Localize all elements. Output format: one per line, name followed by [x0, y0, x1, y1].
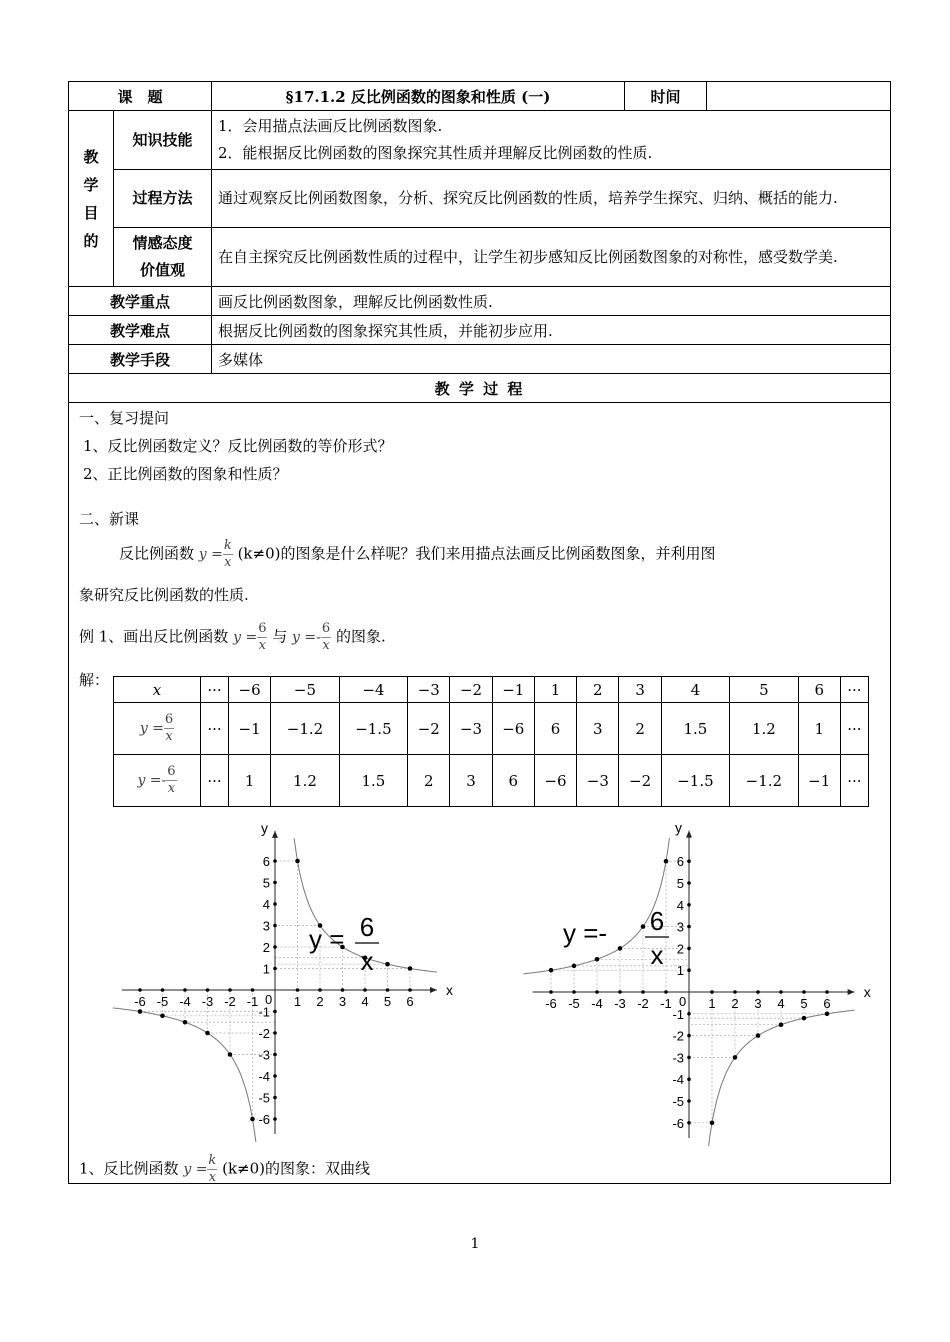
- table-cell-y-positive: 3: [577, 703, 619, 755]
- y-tick-label: -4: [672, 1072, 684, 1088]
- x-tick-label: 2: [316, 994, 324, 1009]
- x-tick-dot: [138, 988, 142, 992]
- data-point: [549, 968, 554, 973]
- teaching-process: [69, 403, 891, 1184]
- x-tick-label: 3: [338, 994, 347, 1009]
- y-tick-label: -6: [258, 1112, 270, 1127]
- table-cell-y-positive: −2: [408, 703, 450, 755]
- y-axis-label: y: [261, 819, 268, 836]
- review-question-2: 2、正比例函数的图象和性质？: [83, 465, 288, 483]
- new-lesson-title: 二、新课: [79, 510, 140, 528]
- function-label-y: y =: [309, 924, 345, 954]
- process-text: 通过观察反比例函数图象，分析、探究反比例函数的性质，培养学生探究、归纳、概括的能力.: [212, 170, 891, 228]
- difficulty-text: 根据反比例函数的图象探究其性质，并能初步应用.: [212, 316, 891, 345]
- table-cell-y-positive: −3: [450, 703, 492, 755]
- data-point: [250, 1117, 255, 1122]
- y-tick-label: -2: [258, 1026, 270, 1041]
- curve-branch-left: [113, 1008, 256, 1142]
- y-tick-label: -5: [258, 1090, 270, 1106]
- data-point: [228, 1052, 233, 1057]
- y-tick-dot: [687, 968, 691, 972]
- process-title: 教 学 过 程: [69, 374, 891, 403]
- key-point-label: 教学重点: [69, 287, 212, 316]
- y-tick-dot: [687, 859, 691, 863]
- y-tick-dot: [273, 1053, 277, 1057]
- table-cell-y-negative: 2: [408, 755, 450, 807]
- x-axis-label: x: [446, 982, 453, 998]
- x-tick-label: -4: [179, 994, 191, 1009]
- conclusion-1: 1、反比例函数 y = $\frac{k}{x}$ (k≠0)的图象：双曲线: [79, 1153, 371, 1185]
- x-tick-label: -5: [568, 996, 580, 1011]
- table-cell-y-negative: 6: [492, 755, 534, 807]
- table-cell-x: −1: [492, 677, 534, 703]
- value-table: [113, 676, 869, 807]
- x-tick-label: -3: [201, 994, 214, 1009]
- y-tick-label: 2: [262, 940, 270, 955]
- means-text: 多媒体: [212, 345, 891, 374]
- solution-label: 解：: [79, 671, 110, 689]
- knowledge-text: 1．会用描点法画反比例函数图象. 2．能根据反比例函数的图象探究其性质并理解反比例函数的性质.: [212, 111, 891, 170]
- x-tick-label: 5: [800, 996, 808, 1011]
- review-question-1: 1、反比例函数定义？反比例函数的等价形式？: [83, 437, 393, 455]
- y-tick-label: 1: [676, 963, 684, 979]
- function-label-denominator: x: [360, 946, 374, 976]
- x-tick-dot: [733, 990, 737, 994]
- table-ellipsis: ···: [201, 703, 229, 755]
- table-cell-x: −2: [450, 677, 492, 703]
- data-point: [641, 924, 646, 929]
- table-cell-y-positive: −6: [492, 703, 534, 755]
- table-cell-x: −5: [271, 677, 339, 703]
- table-cell-y-positive: −1.5: [339, 703, 407, 755]
- means-label: 教学手段: [69, 345, 212, 374]
- table-cell-y-positive: 6: [534, 703, 576, 755]
- curve-branch-left: [523, 838, 669, 974]
- y-tick-dot: [273, 1031, 277, 1035]
- key-point-text: 画反比例函数图象，理解反比例函数性质.: [212, 287, 891, 316]
- table-ellipsis: ···: [840, 677, 868, 703]
- x-tick-dot: [572, 990, 576, 994]
- curve-branch-right: [709, 1010, 855, 1146]
- y-tick-dot: [273, 1117, 277, 1121]
- table-ellipsis: ···: [201, 755, 229, 807]
- intro-line-2: 象研究反比例函数的性质.: [79, 586, 249, 604]
- data-point: [595, 957, 600, 962]
- table-cell-y-negative: −1: [798, 755, 840, 807]
- emotion-label: 情感态度 价值观: [114, 228, 212, 287]
- table-cell-y-positive: 1: [798, 703, 840, 755]
- x-tick-dot: [549, 990, 553, 994]
- x-tick-label: 1: [708, 996, 716, 1011]
- x-tick-label: -2: [637, 996, 649, 1011]
- data-point: [160, 1014, 165, 1019]
- x-tick-label: -2: [224, 994, 236, 1009]
- y-axis-arrow: [686, 831, 692, 838]
- emotion-text: 在自主探究反比例函数性质的过程中，让学生初步感知反比例函数图象的对称性，感受数学美.: [212, 228, 891, 287]
- data-point: [385, 962, 390, 967]
- y-tick-label: 2: [676, 941, 684, 957]
- x-tick-dot: [206, 988, 210, 992]
- data-point: [183, 1020, 188, 1025]
- table-cell-x: 1: [534, 677, 576, 703]
- x-tick-dot: [318, 988, 322, 992]
- table-cell-y-negative: 1: [228, 755, 270, 807]
- knowledge-label: 知识技能: [114, 111, 212, 170]
- x-tick-dot: [408, 988, 412, 992]
- x-tick-label: 5: [383, 994, 392, 1009]
- data-point: [733, 1055, 738, 1060]
- x-axis-arrow: [430, 987, 437, 993]
- function-label-numerator: 6: [649, 906, 665, 936]
- table-cell-y-negative: −6: [534, 755, 576, 807]
- y-tick-dot: [273, 881, 277, 885]
- y-tick-dot: [687, 881, 691, 885]
- x-tick-label: -6: [545, 996, 557, 1011]
- y-tick-dot: [687, 1077, 691, 1081]
- difficulty-label: 教学难点: [69, 316, 212, 345]
- x-tick-dot: [802, 990, 806, 994]
- example-1: 例 1、画出反比例函数 y = $\frac{6}{x}$ 与 y =- $\frac{6}{x}$ 的图象.: [79, 621, 386, 653]
- table-cell-y-negative: 3: [450, 755, 492, 807]
- function-label-denominator: x: [650, 940, 664, 970]
- data-point: [756, 1033, 761, 1038]
- function-label-y: y =-: [563, 918, 608, 948]
- y-tick-dot: [687, 1034, 691, 1038]
- data-point: [664, 859, 669, 864]
- x-tick-dot: [710, 990, 714, 994]
- y-tick-label: 1: [262, 961, 270, 977]
- y-tick-label: -4: [258, 1069, 270, 1084]
- data-point: [138, 1009, 143, 1014]
- y-tick-label: 5: [676, 876, 684, 891]
- y-tick-dot: [687, 1012, 691, 1016]
- y-tick-dot: [273, 859, 277, 863]
- graph-positive-hyperbola: [119, 818, 453, 1143]
- y-tick-label: 6: [676, 854, 684, 870]
- x-tick-dot: [183, 988, 187, 992]
- x-tick-dot: [363, 988, 367, 992]
- topic-label: 课 题: [69, 82, 212, 111]
- y-tick-label: 6: [262, 854, 270, 869]
- table-cell-y-positive: 1.5: [661, 703, 729, 755]
- data-point: [295, 859, 300, 864]
- x-tick-dot: [161, 988, 165, 992]
- x-tick-label: -6: [134, 994, 146, 1009]
- y-tick-dot: [273, 945, 277, 949]
- x-tick-dot: [825, 990, 829, 994]
- x-tick-dot: [756, 990, 760, 994]
- y-tick-label: -3: [258, 1047, 270, 1063]
- data-point: [618, 946, 623, 951]
- y-tick-label: -1: [258, 1004, 270, 1020]
- x-tick-dot: [386, 988, 390, 992]
- x-tick-label: -5: [156, 994, 169, 1009]
- y-tick-dot: [273, 1074, 277, 1078]
- objectives-group-label: 教 学 目 的: [69, 111, 114, 287]
- x-tick-label: -1: [246, 994, 259, 1009]
- y-tick-dot: [687, 903, 691, 907]
- x-axis-arrow: [848, 989, 855, 995]
- y-tick-label: -1: [672, 1006, 684, 1022]
- table-cell-x: −4: [339, 677, 407, 703]
- x-tick-label: -3: [614, 996, 626, 1011]
- data-point: [779, 1022, 784, 1027]
- y-tick-label: 4: [676, 897, 684, 913]
- table-header-y-negative: y =- $\frac{6}{x}$: [114, 755, 201, 807]
- table-cell-x: 2: [577, 677, 619, 703]
- table-cell-y-positive: −1: [228, 703, 270, 755]
- table-cell-y-positive: 1.2: [730, 703, 798, 755]
- origin-label: 0: [265, 992, 273, 1007]
- table-cell-y-negative: 1.2: [271, 755, 339, 807]
- y-axis-label: y: [675, 819, 682, 836]
- table-cell-y-negative: −1.5: [661, 755, 729, 807]
- graph-negative-hyperbola: [519, 818, 871, 1143]
- y-tick-dot: [273, 924, 277, 928]
- table-cell-x: −6: [228, 677, 270, 703]
- function-label-numerator: 6: [359, 912, 375, 942]
- time-label: 时间: [625, 82, 707, 111]
- table-cell-x: 3: [619, 677, 661, 703]
- y-tick-dot: [687, 1121, 691, 1125]
- x-tick-dot: [251, 988, 255, 992]
- table-ellipsis: ···: [201, 677, 229, 703]
- process-label: 过程方法: [114, 170, 212, 228]
- data-point: [572, 964, 577, 969]
- table-cell-x: 4: [661, 677, 729, 703]
- x-tick-dot: [641, 990, 645, 994]
- x-tick-label: -4: [591, 996, 603, 1011]
- data-point: [825, 1012, 830, 1017]
- x-tick-dot: [228, 988, 232, 992]
- table-cell-y-negative: 1.5: [339, 755, 407, 807]
- x-tick-label: -1: [660, 996, 672, 1011]
- x-tick-label: 1: [293, 994, 302, 1009]
- y-tick-dot: [687, 1099, 691, 1103]
- y-tick-dot: [273, 967, 277, 971]
- y-tick-label: -3: [672, 1050, 684, 1066]
- data-point: [710, 1121, 715, 1126]
- data-point: [205, 1031, 210, 1036]
- x-tick-dot: [595, 990, 599, 994]
- y-tick-label: 4: [262, 897, 270, 912]
- x-tick-label: 6: [823, 996, 831, 1011]
- x-axis-label: x: [863, 984, 871, 1000]
- table-cell-x: 6: [798, 677, 840, 703]
- y-tick-label: 3: [262, 918, 270, 934]
- time-value: [707, 82, 891, 111]
- lesson-plan: [68, 81, 890, 1184]
- table-header-y-positive: y = $\frac{6}{x}$: [114, 703, 201, 755]
- table-cell-y-negative: −3: [577, 755, 619, 807]
- y-tick-dot: [687, 1056, 691, 1060]
- y-tick-dot: [273, 1010, 277, 1014]
- x-tick-label: 3: [754, 996, 762, 1011]
- table-cell-y-negative: −1.2: [730, 755, 798, 807]
- table-cell-y-negative: −2: [619, 755, 661, 807]
- page-number: 1: [470, 1236, 480, 1252]
- table-cell-x: −3: [408, 677, 450, 703]
- intro-line-1: 反比例函数 y = $\frac{k}{x}$ (k≠0)的图象是什么样呢？我们来用描点法画反比例函数图象，并利用图: [119, 538, 716, 570]
- origin-label: 0: [679, 994, 687, 1009]
- lesson-plan-table: [68, 81, 891, 1184]
- y-tick-dot: [273, 902, 277, 906]
- review-title: 一、复习提问: [79, 409, 170, 427]
- topic-title: §17.1.2 反比例函数的图象和性质 (一): [212, 82, 625, 111]
- x-tick-label: 4: [361, 994, 369, 1009]
- table-ellipsis: ···: [840, 755, 868, 807]
- x-tick-dot: [779, 990, 783, 994]
- table-cell-y-positive: 2: [619, 703, 661, 755]
- y-axis-arrow: [272, 831, 278, 838]
- y-tick-label: -6: [672, 1115, 684, 1131]
- table-header-x: x: [114, 677, 201, 703]
- table-cell-y-positive: −1.2: [271, 703, 339, 755]
- x-tick-dot: [341, 988, 345, 992]
- y-tick-label: -5: [672, 1094, 684, 1109]
- y-tick-dot: [687, 925, 691, 929]
- table-cell-x: 5: [730, 677, 798, 703]
- y-tick-label: 5: [262, 875, 270, 891]
- x-tick-label: 4: [777, 996, 785, 1011]
- table-ellipsis: ···: [840, 703, 868, 755]
- data-point: [408, 966, 413, 971]
- data-point: [802, 1016, 807, 1021]
- y-tick-label: -2: [672, 1028, 684, 1044]
- y-tick-label: 3: [676, 919, 684, 935]
- x-tick-label: 2: [731, 996, 739, 1011]
- x-tick-dot: [618, 990, 622, 994]
- x-tick-dot: [664, 990, 668, 994]
- x-tick-dot: [296, 988, 300, 992]
- y-tick-dot: [273, 1096, 277, 1100]
- x-tick-label: 6: [406, 994, 414, 1009]
- y-tick-dot: [687, 947, 691, 951]
